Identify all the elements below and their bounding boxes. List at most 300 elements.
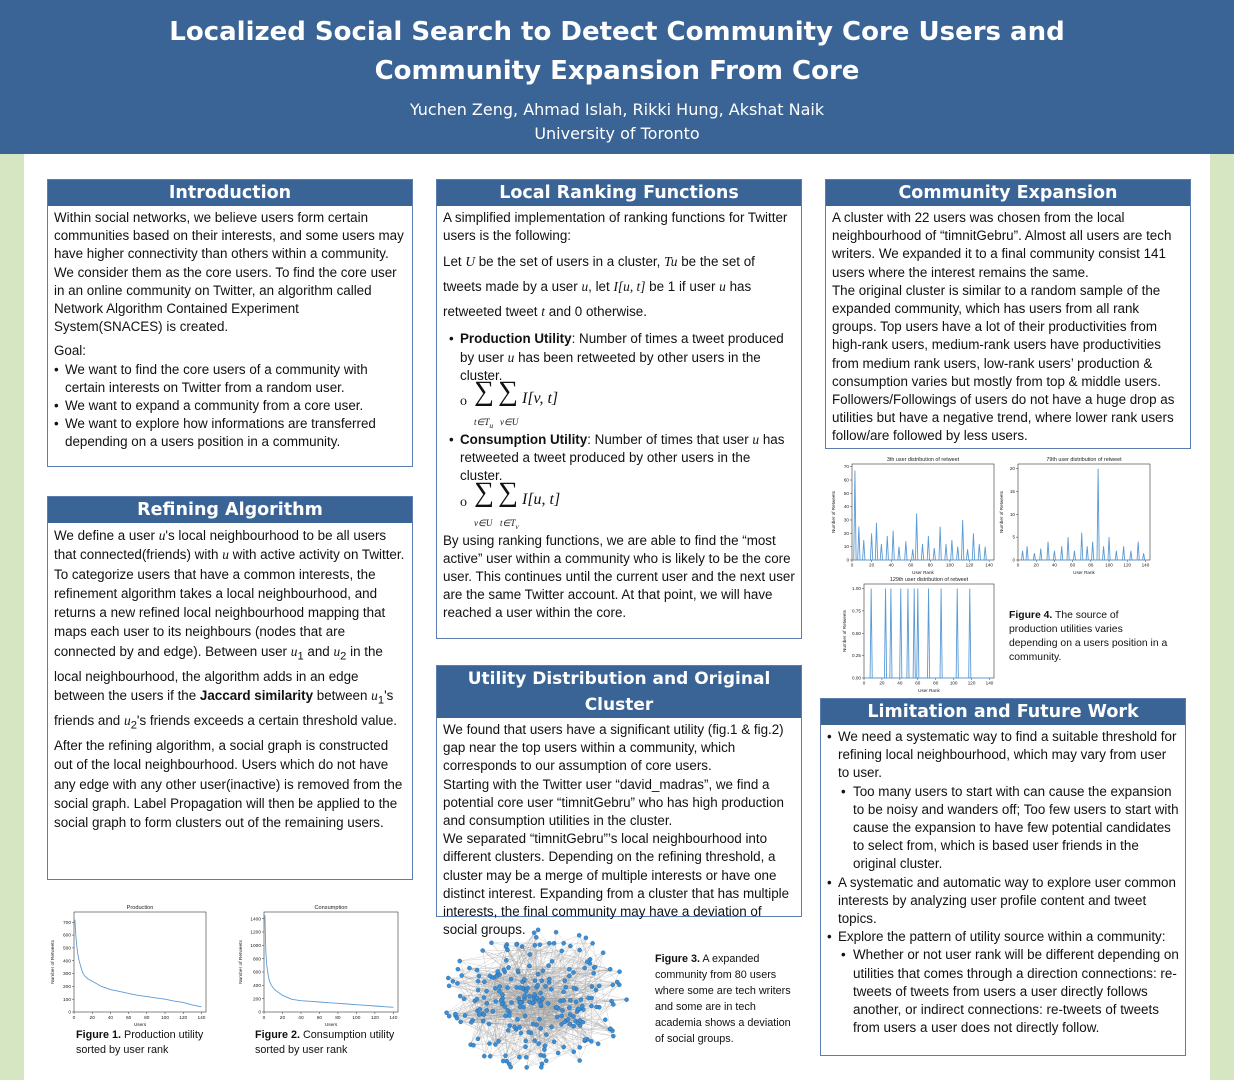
network-node: [567, 974, 571, 978]
network-node: [501, 1059, 505, 1063]
limitation-item: • A systematic and automatic way to explore user common interests by analyzing user profile content and tweet topics.: [838, 874, 1179, 929]
network-node: [533, 943, 537, 947]
network-node: [567, 1006, 571, 1010]
network-node: [538, 1002, 542, 1006]
x-tick-label: 100: [1105, 562, 1113, 568]
network-node: [577, 933, 581, 937]
network-node: [576, 1007, 580, 1011]
y-tick-label: 15: [1009, 488, 1015, 494]
ranking-definitions: Let U be the set of users in a cluster, Tu be the set of tweets made by a user u, let I[u, t] be 1 if user u has retweeted tweet t and 0 otherwise.: [443, 254, 755, 320]
network-node: [520, 944, 524, 948]
chart-title: 129th user distribution of retweet: [889, 577, 969, 583]
goal-list: [54, 361, 406, 452]
x-tick-label: 100: [949, 680, 958, 686]
network-node: [532, 931, 536, 935]
network-node: [549, 1025, 553, 1029]
network-node: [523, 994, 527, 998]
consumption-utility-item: • Consumption Utility: Number of times that user u has retweeted a tweet produced by other users in the cluster. o ∑ ∑ I[u, t] v∈U $t\in T_v$: [460, 431, 795, 528]
network-node: [583, 1038, 587, 1042]
network-node: [563, 1020, 567, 1024]
edge: [493, 1011, 506, 1055]
refining-body: [48, 523, 412, 835]
x-tick-label: 140: [985, 680, 994, 686]
network-node: [516, 997, 520, 1001]
x-tick-label: 40: [1051, 562, 1057, 568]
production-chart: [46, 902, 212, 1028]
y-tick-label: 1000: [250, 943, 261, 949]
network-node: [560, 949, 564, 953]
network-node: [538, 1053, 542, 1057]
network-node: [528, 1000, 532, 1004]
x-tick-label: 100: [946, 562, 954, 568]
x-tick-label: 80: [933, 680, 939, 686]
y-tick-label: 0.50: [852, 630, 861, 636]
network-node: [550, 959, 554, 963]
network-node: [478, 1007, 482, 1011]
network-node: [469, 1020, 473, 1024]
network-node: [537, 1017, 541, 1021]
utility-paragraph-1: We found that users have a significant utility (fig.1 & fig.2) gap near the top users within a community, which corresponds to our assumption of core users.: [443, 722, 784, 774]
utility-paragraph-2: Starting with the Twitter user “david_madras”, we find a potential core user “timnitGebru” who has high production and consumption utilities in the cluster.: [443, 776, 784, 829]
goal-item: • We want to explore how informations are transferred depending on a users position in a community.: [65, 415, 406, 451]
x-tick-label: 60: [1070, 562, 1076, 568]
expansion-section: [825, 179, 1191, 449]
network-node: [534, 1023, 538, 1027]
network-node: [524, 989, 528, 993]
network-node: [502, 968, 506, 972]
y-tick-label: 30: [843, 517, 849, 523]
network-node: [554, 930, 558, 934]
x-tick-label: 40: [107, 1015, 114, 1021]
y-tick-label: 0: [846, 557, 849, 563]
network-node: [514, 942, 518, 946]
network-node: [536, 972, 540, 976]
y-tick-label: 200: [62, 984, 71, 990]
x-tick-label: 60: [316, 1015, 323, 1021]
network-node: [572, 1050, 576, 1054]
x-axis-label: User Rank: [912, 570, 934, 575]
network-node: [542, 1047, 546, 1051]
network-node: [561, 990, 565, 994]
poster-body: [24, 154, 1210, 1080]
network-node: [475, 997, 479, 1001]
y-tick-label: 0: [1012, 557, 1015, 563]
y-tick-label: 200: [252, 997, 261, 1003]
network-node: [463, 1013, 467, 1017]
chart-title: Consumption: [314, 905, 348, 911]
user-79-distribution-chart: [996, 454, 1156, 576]
ranking-intro: A simplified implementation of ranking functions for Twitter users is the following:: [443, 210, 788, 244]
x-tick-label: 0: [1016, 562, 1020, 568]
plot-frame: [1018, 464, 1150, 560]
network-node: [590, 985, 594, 989]
x-axis-label: User Rank: [918, 688, 940, 693]
network-node: [589, 1004, 593, 1008]
network-node: [516, 969, 520, 973]
network-node: [547, 963, 551, 967]
x-tick-label: 100: [352, 1015, 361, 1021]
refining-paragraph-2: To categorize users that have a common interests, the refinement algorithm takes a local neighbourhood, and returns a new refined local neighbourhood mapping that maps each user to its neighbours (nodes that are connected by and edge). Between user $u_1$ and $u_2$ in the local neighbourhood, the algorithm adds in an edge between the users if the Jaccard similarity between $u_1's$ friends and $u_2's$ friends exceeds a certain threshold value.: [54, 566, 398, 732]
chart-title: Production: [126, 905, 154, 911]
network-node: [562, 941, 566, 945]
network-node: [503, 1014, 507, 1018]
network-node: [506, 965, 510, 969]
x-tick-label: 20: [1033, 562, 1039, 568]
network-node: [512, 1025, 516, 1029]
network-node: [593, 965, 597, 969]
network-node: [482, 1013, 486, 1017]
y-tick-label: 1.00: [852, 586, 861, 592]
network-node: [547, 977, 551, 981]
network-node: [505, 986, 509, 990]
y-axis-label: Number of Retweets: [831, 491, 836, 533]
network-node: [578, 1045, 582, 1049]
x-tick-label: 140: [389, 1015, 398, 1021]
network-node: [580, 1004, 584, 1008]
y-tick-label: 600: [62, 933, 71, 939]
network-node: [543, 984, 547, 988]
network-node: [540, 979, 544, 983]
network-node: [562, 998, 566, 1002]
network-node: [460, 973, 464, 977]
network-node: [608, 1027, 612, 1031]
network-node: [537, 1042, 541, 1046]
figure-4-caption: Figure 4. The source of production utilities varies depending on a users position in a community.: [1009, 610, 1168, 663]
network-node: [525, 1065, 529, 1069]
expansion-title: Community Expansion: [826, 180, 1190, 206]
edge: [527, 1036, 614, 1067]
expansion-body: [826, 206, 1190, 449]
utility-title: Utility Distribution and Original Cluster: [437, 666, 801, 718]
network-node: [583, 966, 587, 970]
network-node: [458, 959, 462, 963]
network-node: [568, 998, 572, 1002]
network-node: [471, 1043, 475, 1047]
refining-paragraph-1: We define a user u's local neighbourhood to be all users that connected(friends) with u with active activity on Twitter.: [54, 528, 405, 563]
network-node: [574, 1000, 578, 1004]
network-node: [547, 941, 551, 945]
network-node: [488, 1054, 492, 1058]
network-node: [562, 1045, 566, 1049]
network-node: [447, 984, 451, 988]
network-node: [533, 1039, 537, 1043]
network-node: [611, 983, 615, 987]
community-network-graph: [436, 920, 636, 1076]
y-tick-label: 800: [252, 957, 261, 963]
x-tick-label: 120: [370, 1015, 379, 1021]
limitation-sublist: [827, 946, 1179, 1037]
y-tick-label: 1400: [250, 917, 261, 923]
utility-body: [437, 718, 801, 942]
network-node: [535, 996, 539, 1000]
x-tick-label: 80: [144, 1015, 150, 1021]
network-node: [543, 1044, 547, 1048]
network-node: [444, 1011, 448, 1015]
network-node: [527, 1030, 531, 1034]
network-node: [591, 941, 595, 945]
network-node: [521, 1005, 525, 1009]
network-node: [541, 969, 545, 973]
network-node: [568, 1022, 572, 1026]
authors-block: [0, 98, 1234, 146]
network-node: [572, 986, 576, 990]
ranking-closing: By using ranking functions, we are able to find the “most active” user within a community who is likely to be the core user. This continues until the current user and the next user are the same Twitter account. At that point, we will have reached a user within the core.: [443, 532, 795, 621]
network-node: [611, 1002, 615, 1006]
network-node: [482, 995, 486, 999]
network-node: [579, 997, 583, 1001]
jaccard-term: Jaccard similarity: [199, 688, 314, 704]
network-node: [506, 1008, 510, 1012]
y-tick-label: 20: [843, 530, 849, 536]
network-node: [494, 999, 498, 1003]
network-node: [498, 984, 502, 988]
network-node: [597, 984, 601, 988]
network-node: [624, 998, 628, 1002]
network-node: [585, 960, 589, 964]
consumption-chart: [234, 902, 404, 1028]
x-tick-label: 140: [197, 1015, 206, 1021]
y-tick-label: 400: [252, 983, 261, 989]
network-node: [533, 978, 537, 982]
network-node: [546, 1001, 550, 1005]
network-node: [611, 1034, 615, 1038]
x-tick-label: 80: [1088, 562, 1094, 568]
network-node: [509, 1065, 513, 1069]
introduction-section: [47, 179, 413, 467]
x-tick-label: 0: [862, 680, 866, 686]
x-tick-label: 60: [125, 1015, 132, 1021]
goal-item: • We want to expand a community from a core user.: [65, 397, 406, 415]
network-node: [518, 985, 522, 989]
introduction-body: [48, 206, 412, 455]
x-tick-label: 60: [915, 680, 921, 686]
network-node: [493, 1042, 497, 1046]
plot-frame: [74, 912, 206, 1012]
introduction-paragraph: Within social networks, we believe users form certain communities based on their interests, and some users may have higher connectivity than others within a community. We consider them as the core users. To find the core user in an online community on Twitter, an algorithm called Network Algorithm Contained Experiment System(SNACES) is created.: [54, 210, 404, 335]
y-axis-label: Number of Retweets: [999, 491, 1004, 533]
x-tick-label: 20: [869, 562, 875, 568]
figure-1-caption: Figure 1. Production utility sorted by user rank: [76, 1029, 204, 1056]
y-tick-label: 40: [843, 504, 849, 510]
chart-title: 79th user distribution of retweet: [1046, 457, 1122, 463]
figure-3-caption: Figure 3. A expanded community from 80 users where some are tech writers and some are in tech academia shows a deviation of social groups.: [655, 953, 791, 1045]
utility-paragraph-3: We separated “timnitGebru”’s local neighbourhood into different clusters. Depending on the refining threshold, a cluster may be a merge of multiple interests or have one distinct interest. Expanding from a cluster that has multiple interests, the final community may have a deviation of social groups.: [443, 831, 790, 938]
network-node: [528, 952, 532, 956]
network-node: [496, 969, 500, 973]
network-node: [522, 977, 526, 981]
y-tick-label: 10: [1009, 511, 1015, 517]
network-node: [446, 976, 450, 980]
x-tick-label: 40: [888, 562, 894, 568]
edge: [471, 1045, 507, 1062]
network-node: [527, 964, 531, 968]
network-node: [541, 996, 545, 1000]
network-node: [509, 1000, 513, 1004]
network-node: [497, 989, 501, 993]
refining-section: [47, 496, 413, 880]
y-tick-label: 0.25: [852, 653, 861, 659]
y-tick-label: 500: [62, 946, 71, 952]
user-3-distribution-chart: [828, 454, 1000, 576]
y-axis-label: Number of Retweets: [842, 610, 847, 652]
y-tick-label: 20: [1009, 466, 1015, 472]
limitation-section: [820, 698, 1186, 1056]
network-node: [504, 958, 508, 962]
network-node: [481, 1019, 485, 1023]
network-node: [491, 1009, 495, 1013]
network-node: [572, 1024, 576, 1028]
network-node: [524, 1055, 528, 1059]
x-axis-label: User Rank: [1073, 570, 1095, 575]
y-tick-label: 70: [843, 464, 849, 470]
network-node: [539, 1026, 543, 1030]
x-tick-label: 20: [279, 1015, 286, 1021]
network-node: [524, 1039, 528, 1043]
network-node: [517, 1055, 521, 1059]
authors: Yuchen Zeng, Ahmad Islah, Rikki Hung, Akshat Naik: [409, 100, 825, 119]
y-tick-label: 60: [843, 477, 849, 483]
y-tick-label: 0: [68, 1010, 71, 1016]
network-node: [487, 1041, 491, 1045]
network-node: [453, 1012, 457, 1016]
y-axis-label: Number of Retweets: [51, 940, 56, 984]
network-node: [517, 1025, 521, 1029]
x-tick-label: 40: [897, 680, 903, 686]
network-node: [485, 1008, 489, 1012]
network-node: [458, 994, 462, 998]
x-axis-label: Users: [133, 1023, 147, 1028]
network-node: [476, 988, 480, 992]
network-node: [509, 977, 513, 981]
network-node: [489, 941, 493, 945]
network-node: [503, 1054, 507, 1058]
network-node: [519, 1031, 523, 1035]
x-tick-label: 20: [879, 680, 885, 686]
plot-frame: [264, 912, 398, 1012]
y-tick-label: 700: [62, 920, 71, 926]
x-tick-label: 120: [1123, 562, 1132, 568]
x-tick-label: 80: [335, 1015, 341, 1021]
network-node: [534, 935, 538, 939]
network-node: [462, 997, 466, 1001]
x-tick-label: 60: [908, 562, 914, 568]
y-axis-label: Number of Retweets: [239, 940, 244, 984]
title-line-1: Localized Social Search to Detect Community Core Users and: [169, 17, 1065, 47]
network-node: [506, 1028, 510, 1032]
network-node: [584, 936, 588, 940]
network-node: [617, 983, 621, 987]
refining-title: Refining Algorithm: [48, 497, 412, 523]
network-node: [596, 1042, 600, 1046]
network-node: [476, 1037, 480, 1041]
network-node: [555, 1005, 559, 1009]
limitation-item: • We need a systematic way to find a suitable threshold for refining local neighbourhood, which may vary from user to user.: [838, 728, 1179, 783]
network-node: [608, 967, 612, 971]
network-node: [617, 970, 621, 974]
limitation-body: [821, 725, 1185, 1040]
y-tick-label: 1200: [250, 930, 261, 936]
utility-definition-list: [443, 330, 795, 531]
x-tick-label: 20: [89, 1015, 95, 1021]
network-node: [477, 974, 481, 978]
edge: [541, 1041, 585, 1067]
network-node: [477, 1012, 481, 1016]
network-node: [536, 928, 540, 932]
network-node: [556, 1051, 560, 1055]
network-node: [496, 1039, 500, 1043]
x-tick-label: 140: [1141, 562, 1150, 568]
y-tick-label: 10: [843, 544, 849, 550]
ranking-section: [436, 179, 802, 639]
network-node: [568, 944, 572, 948]
x-tick-label: 100: [161, 1015, 170, 1021]
goal-label: Goal:: [54, 343, 87, 359]
network-node: [594, 1005, 598, 1009]
network-node: [536, 983, 540, 987]
network-node: [455, 981, 459, 985]
limitation-sublist: [827, 783, 1179, 874]
figure-2-caption: Figure 2. Consumption utility sorted by user rank: [255, 1029, 395, 1056]
network-node: [538, 943, 542, 947]
x-tick-label: 120: [967, 680, 976, 686]
x-tick-label: 0: [72, 1015, 76, 1021]
network-node: [555, 1015, 559, 1019]
network-node: [523, 1045, 527, 1049]
network-node: [594, 988, 598, 992]
network-node: [455, 1016, 459, 1020]
network-node: [459, 1020, 463, 1024]
ranking-body: [437, 206, 801, 626]
network-node: [560, 1008, 564, 1012]
user-129-distribution-chart: [840, 574, 1000, 694]
network-node: [581, 1020, 585, 1024]
network-node: [592, 971, 596, 975]
network-node: [456, 967, 460, 971]
network-node: [539, 1065, 543, 1069]
affiliation: University of Toronto: [534, 124, 700, 143]
network-node: [500, 993, 504, 997]
network-node: [552, 1040, 556, 1044]
network-node: [549, 987, 553, 991]
y-tick-label: 5: [1012, 534, 1015, 540]
introduction-title: Introduction: [48, 180, 412, 206]
network-node: [564, 985, 568, 989]
consumption-formula: o ∑ ∑ I[u, t] v∈U $t\in T_v$: [460, 476, 561, 531]
network-node: [587, 996, 591, 1000]
network-node: [508, 1024, 512, 1028]
network-node: [544, 1032, 548, 1036]
network-node: [578, 1058, 582, 1062]
network-node: [603, 1018, 607, 1022]
network-node: [482, 1054, 486, 1058]
x-tick-label: 40: [298, 1015, 304, 1021]
production-utility-item: • Production Utility: Number of times a tweet produced by user u has been retweeted by other users in the cluster. o ∑ ∑ I[v, t] $t\in T_u$ v∈U: [460, 330, 795, 427]
ranking-title: Local Ranking Functions: [437, 180, 801, 206]
expansion-paragraph-1: A cluster with 22 users was chosen from the local neighbourhood of “timnitGebru”. Almost all users are tech writers. We expanded it to a final community consist 141 users where the interest remains the same.: [832, 210, 1172, 280]
network-node: [571, 970, 575, 974]
network-node: [544, 1059, 548, 1063]
production-formula: o ∑ ∑ I[v, t] $t\in T_u$ v∈U: [460, 376, 559, 430]
network-node: [475, 968, 479, 972]
network-node: [487, 1022, 491, 1026]
limitation-subitem: • Too many users to start with can cause the expansion to be noisy and wanders off; Too few users to start with cause the expansion to have few potential candidates to select from, which is based user friends in the original cluster.: [853, 783, 1179, 874]
network-node: [485, 1001, 489, 1005]
network-node: [488, 974, 492, 978]
x-tick-label: 0: [262, 1015, 266, 1021]
network-node: [493, 986, 497, 990]
limitation-title: Limitation and Future Work: [821, 699, 1185, 725]
network-node: [601, 951, 605, 955]
